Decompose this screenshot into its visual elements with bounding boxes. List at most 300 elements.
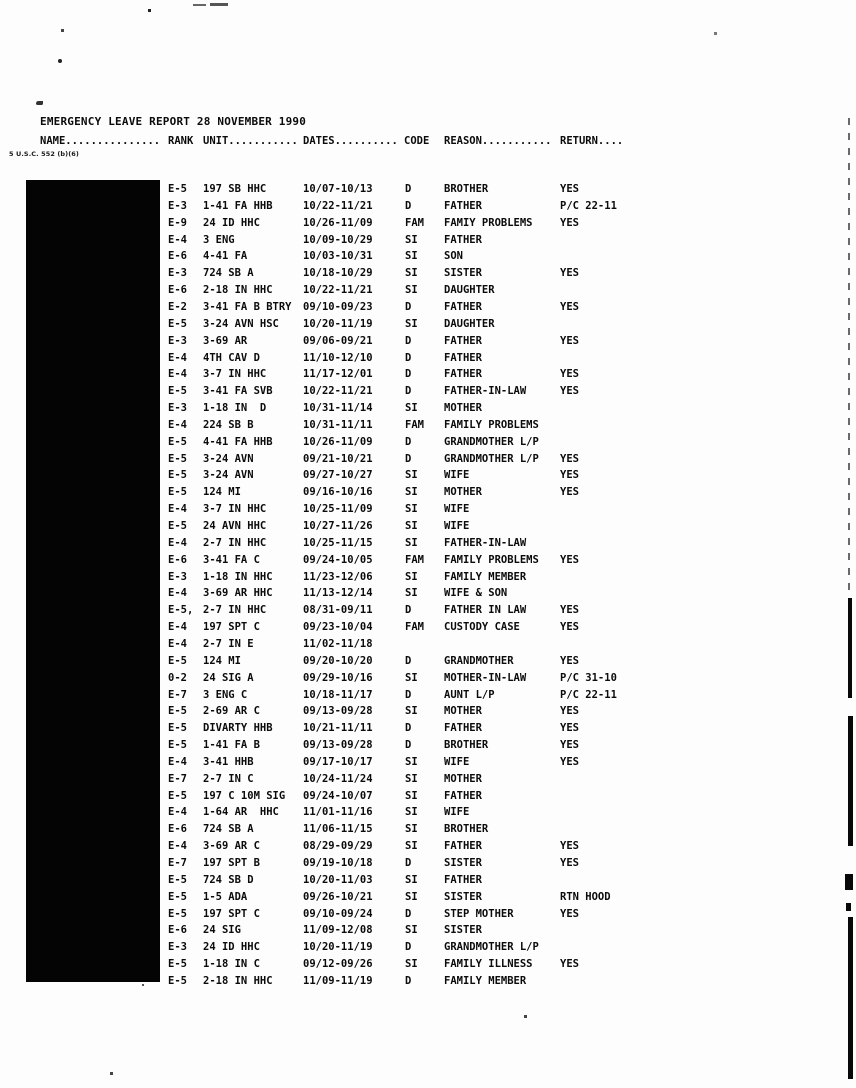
- rank-cell: E-5: [168, 317, 187, 330]
- dates-cell: 09/12-09/26: [303, 958, 373, 971]
- dates-cell: 10/27-11/26: [303, 520, 373, 532]
- code-cell: D: [405, 907, 412, 920]
- reason-cell: FATHER: [444, 368, 482, 381]
- reason-cell: SISTER: [444, 924, 482, 937]
- reason-cell: MOTHER-IN-LAW: [444, 671, 527, 684]
- dates-cell: 10/20-11/03: [303, 873, 373, 886]
- report-title: EMERGENCY LEAVE REPORT 28 NOVEMBER 1990: [40, 115, 307, 128]
- unit-cell: 2-69 AR C: [203, 705, 260, 718]
- unit-cell: 3-41 HHB: [203, 755, 254, 768]
- reason-cell: FATHER: [444, 789, 482, 802]
- code-cell: SI: [405, 823, 418, 836]
- dates-cell: 11/01-11/16: [303, 806, 373, 819]
- code-cell: D: [405, 351, 412, 364]
- code-cell: SI: [405, 705, 418, 718]
- dates-cell: 11/23-12/06: [303, 570, 373, 583]
- unit-cell: 4-41 FA: [203, 250, 248, 263]
- code-cell: D: [405, 722, 412, 735]
- code-cell: D: [405, 199, 412, 212]
- unit-cell: 3 ENG C: [203, 688, 248, 701]
- rank-cell: 0-2: [168, 671, 187, 684]
- scan-artifact-dash: [210, 3, 228, 6]
- dates-cell: 09/17-10/17: [303, 755, 373, 768]
- reason-cell: FATHER: [444, 351, 482, 364]
- table-row: [0, 806, 856, 823]
- unit-cell: 124 MI: [203, 654, 241, 667]
- table-row: [0, 621, 856, 638]
- code-cell: SI: [405, 317, 418, 330]
- reason-cell: SISTER: [444, 857, 482, 869]
- column-header-name: NAME...............: [40, 135, 161, 147]
- reason-cell: WIFE: [444, 755, 470, 768]
- reason-cell: FAMILY PROBLEMS: [444, 418, 539, 431]
- unit-cell: 3-69 AR C: [203, 840, 260, 853]
- code-cell: D: [405, 300, 412, 313]
- unit-cell: 2-18 IN HHC: [203, 974, 273, 987]
- reason-cell: WIFE: [444, 806, 470, 819]
- code-cell: SI: [405, 890, 418, 903]
- return-cell: YES: [560, 469, 579, 482]
- return-cell: YES: [560, 840, 579, 853]
- rank-cell: E-6: [168, 553, 187, 566]
- table-row: [0, 823, 856, 840]
- unit-cell: 3-69 AR HHC: [203, 587, 273, 600]
- rank-cell: E-4: [168, 840, 187, 853]
- rank-cell: E-5: [168, 520, 187, 532]
- reason-cell: FATHER IN LAW: [444, 604, 527, 617]
- dates-cell: 10/18-10/29: [303, 267, 373, 280]
- reason-cell: SISTER: [444, 890, 482, 903]
- return-cell: RTN HOOD: [560, 890, 611, 903]
- rank-cell: E-5: [168, 435, 187, 448]
- unit-cell: 197 SPT B: [203, 857, 260, 869]
- table-row: [0, 891, 856, 908]
- dates-cell: 10/25-11/09: [303, 503, 373, 516]
- column-header-unit: UNIT...........: [203, 135, 298, 147]
- table-row: [0, 520, 856, 537]
- rank-cell: E-5: [168, 873, 187, 886]
- reason-cell: GRANDMOTHER L/P: [444, 435, 539, 448]
- dates-cell: 10/07-10/13: [303, 183, 373, 195]
- table-row: [0, 857, 856, 874]
- reason-cell: FAMILY ILLNESS: [444, 958, 533, 971]
- table-row: [0, 385, 856, 402]
- dates-cell: 09/06-09/21: [303, 334, 373, 347]
- table-row: [0, 503, 856, 520]
- table-row: [0, 773, 856, 790]
- table-row: [0, 739, 856, 756]
- code-cell: D: [405, 739, 412, 752]
- dates-cell: 11/09-12/08: [303, 924, 373, 937]
- rank-cell: E-3: [168, 941, 187, 954]
- table-row: [0, 587, 856, 604]
- reason-cell: CUSTODY CASE: [444, 621, 520, 634]
- reason-cell: WIFE: [444, 469, 470, 482]
- reason-cell: BROTHER: [444, 739, 489, 752]
- column-header-reason: REASON...........: [444, 135, 552, 147]
- table-row: [0, 790, 856, 807]
- return-cell: YES: [560, 334, 579, 347]
- rank-cell: E-5: [168, 789, 187, 802]
- unit-cell: 1-18 IN C: [203, 958, 260, 971]
- rank-cell: E-4: [168, 621, 187, 634]
- rank-cell: E-4: [168, 418, 187, 431]
- reason-cell: MOTHER: [444, 486, 482, 499]
- code-cell: SI: [405, 772, 418, 785]
- table-row: [0, 958, 856, 975]
- unit-cell: 1-41 FA B: [203, 739, 260, 752]
- table-row: [0, 722, 856, 739]
- return-cell: YES: [560, 621, 579, 634]
- column-header-code: CODE: [404, 135, 430, 147]
- unit-cell: DIVARTY HHB: [203, 722, 273, 735]
- return-cell: YES: [560, 300, 579, 313]
- unit-cell: 3-24 AVN: [203, 452, 254, 465]
- unit-cell: 2-7 IN HHC: [203, 536, 267, 549]
- dates-cell: 09/23-10/04: [303, 621, 373, 634]
- rank-cell: E-5: [168, 958, 187, 971]
- table-row: [0, 941, 856, 958]
- reason-cell: DAUGHTER: [444, 284, 495, 297]
- rank-cell: E-5: [168, 739, 187, 752]
- unit-cell: 3-24 AVN HSC: [203, 317, 279, 330]
- code-cell: D: [405, 183, 412, 195]
- code-cell: SI: [405, 402, 418, 415]
- rank-cell: E-5: [168, 974, 187, 987]
- rank-cell: E-3: [168, 402, 187, 415]
- reason-cell: FATHER-IN-LAW: [444, 385, 527, 398]
- scan-artifact-dot: [58, 59, 62, 63]
- reason-cell: SISTER: [444, 267, 482, 280]
- unit-cell: 3 ENG: [203, 233, 235, 246]
- dates-cell: 11/13-12/14: [303, 587, 373, 600]
- unit-cell: 3-7 IN HHC: [203, 503, 267, 516]
- reason-cell: DAUGHTER: [444, 317, 495, 330]
- table-row: [0, 267, 856, 284]
- unit-cell: 724 SB A: [203, 267, 254, 280]
- code-cell: D: [405, 688, 412, 701]
- rank-cell: E-4: [168, 755, 187, 768]
- reason-cell: FATHER: [444, 840, 482, 853]
- code-cell: SI: [405, 503, 418, 516]
- reason-cell: MOTHER: [444, 402, 482, 415]
- rank-cell: E-3: [168, 570, 187, 583]
- return-cell: YES: [560, 553, 579, 566]
- dates-cell: 09/16-10/16: [303, 486, 373, 499]
- table-row: [0, 469, 856, 486]
- dates-cell: 09/19-10/18: [303, 857, 373, 869]
- unit-cell: 1-41 FA HHB: [203, 199, 273, 212]
- table-row: [0, 335, 856, 352]
- rank-cell: E-5: [168, 722, 187, 735]
- reason-cell: AUNT L/P: [444, 688, 495, 701]
- code-cell: SI: [405, 671, 418, 684]
- unit-cell: 2-7 IN HHC: [203, 604, 267, 617]
- unit-cell: 4-41 FA HHB: [203, 435, 273, 448]
- unit-cell: 2-18 IN HHC: [203, 284, 273, 297]
- rank-cell: E-5,: [168, 604, 194, 617]
- rank-cell: E-3: [168, 199, 187, 212]
- dates-cell: 09/27-10/27: [303, 469, 373, 482]
- return-cell: P/C 31-10: [560, 671, 617, 684]
- dates-cell: 10/20-11/19: [303, 317, 373, 330]
- rank-cell: E-9: [168, 216, 187, 229]
- unit-cell: 197 SPT C: [203, 907, 260, 920]
- code-cell: FAM: [405, 216, 424, 229]
- dates-cell: 10/25-11/15: [303, 536, 373, 549]
- unit-cell: 24 SIG A: [203, 671, 254, 684]
- table-row: [0, 689, 856, 706]
- return-cell: YES: [560, 216, 579, 229]
- dates-cell: 10/24-11/24: [303, 772, 373, 785]
- rank-cell: E-6: [168, 284, 187, 297]
- return-cell: YES: [560, 385, 579, 398]
- return-cell: YES: [560, 755, 579, 768]
- code-cell: SI: [405, 250, 418, 263]
- rank-cell: E-5: [168, 385, 187, 398]
- table-row: [0, 318, 856, 335]
- rank-cell: E-5: [168, 486, 187, 499]
- reason-cell: WIFE: [444, 520, 470, 532]
- return-cell: P/C 22-11: [560, 199, 617, 212]
- table-row: [0, 655, 856, 672]
- rank-cell: E-4: [168, 587, 187, 600]
- return-cell: YES: [560, 705, 579, 718]
- table-row: [0, 436, 856, 453]
- code-cell: D: [405, 334, 412, 347]
- return-cell: YES: [560, 958, 579, 971]
- reason-cell: WIFE: [444, 503, 470, 516]
- return-cell: YES: [560, 739, 579, 752]
- code-cell: D: [405, 604, 412, 617]
- dates-cell: 09/29-10/16: [303, 671, 373, 684]
- dates-cell: 11/06-11/15: [303, 823, 373, 836]
- table-row: [0, 638, 856, 655]
- reason-cell: FATHER: [444, 873, 482, 886]
- reason-cell: FATHER: [444, 233, 482, 246]
- code-cell: SI: [405, 755, 418, 768]
- unit-cell: 724 SB D: [203, 873, 254, 886]
- unit-cell: 197 SB HHC: [203, 183, 267, 195]
- dates-cell: 10/22-11/21: [303, 284, 373, 297]
- unit-cell: 3-7 IN HHC: [203, 368, 267, 381]
- code-cell: D: [405, 435, 412, 448]
- unit-cell: 24 AVN HHC: [203, 520, 267, 532]
- column-header-dates: DATES..........: [303, 135, 398, 147]
- table-row: [0, 537, 856, 554]
- rank-cell: E-4: [168, 536, 187, 549]
- code-cell: FAM: [405, 621, 424, 634]
- reason-cell: GRANDMOTHER L/P: [444, 452, 539, 465]
- reason-cell: GRANDMOTHER L/P: [444, 941, 539, 954]
- unit-cell: 3-41 FA B BTRY: [203, 300, 292, 313]
- dates-cell: 08/31-09/11: [303, 604, 373, 617]
- unit-cell: 3-41 FA C: [203, 553, 260, 566]
- rank-cell: E-4: [168, 351, 187, 364]
- code-cell: SI: [405, 958, 418, 971]
- table-row: [0, 554, 856, 571]
- rank-cell: E-3: [168, 334, 187, 347]
- rank-cell: E-5: [168, 907, 187, 920]
- rank-cell: E-6: [168, 250, 187, 263]
- code-cell: D: [405, 654, 412, 667]
- return-cell: P/C 22-11: [560, 688, 617, 701]
- reason-cell: FAMILY MEMBER: [444, 974, 527, 987]
- return-cell: YES: [560, 183, 579, 195]
- dates-cell: 08/29-09/29: [303, 840, 373, 853]
- reason-cell: FATHER: [444, 300, 482, 313]
- dates-cell: 09/13-09/28: [303, 705, 373, 718]
- code-cell: SI: [405, 570, 418, 583]
- scan-artifact-dot: [110, 1072, 113, 1075]
- rank-cell: E-2: [168, 300, 187, 313]
- reason-cell: WIFE & SON: [444, 587, 508, 600]
- code-cell: D: [405, 368, 412, 381]
- reason-cell: FATHER: [444, 722, 482, 735]
- reason-cell: BROTHER: [444, 183, 489, 195]
- code-cell: SI: [405, 873, 418, 886]
- return-cell: YES: [560, 267, 579, 280]
- code-cell: SI: [405, 486, 418, 499]
- rank-cell: E-6: [168, 823, 187, 836]
- reason-cell: SON: [444, 250, 463, 263]
- table-row: [0, 756, 856, 773]
- code-cell: D: [405, 452, 412, 465]
- return-cell: YES: [560, 486, 579, 499]
- dates-cell: 09/20-10/20: [303, 654, 373, 667]
- table-row: [0, 234, 856, 251]
- rank-cell: E-6: [168, 924, 187, 937]
- table-row: [0, 672, 856, 689]
- dates-cell: 10/21-11/11: [303, 722, 373, 735]
- table-row: [0, 924, 856, 941]
- table-row: [0, 705, 856, 722]
- dates-cell: 11/02-11/18: [303, 637, 373, 650]
- dates-cell: 09/26-10/21: [303, 890, 373, 903]
- scan-artifact-dot: [61, 29, 64, 32]
- return-cell: YES: [560, 722, 579, 735]
- dates-cell: 09/21-10/21: [303, 452, 373, 465]
- unit-cell: 197 SPT C: [203, 621, 260, 634]
- code-cell: SI: [405, 536, 418, 549]
- dates-cell: 10/09-10/29: [303, 233, 373, 246]
- scan-artifact-mark: [36, 101, 43, 105]
- unit-cell: 24 ID HHC: [203, 216, 260, 229]
- scan-artifact-dot: [524, 1015, 527, 1018]
- code-cell: D: [405, 974, 412, 987]
- dates-cell: 09/24-10/07: [303, 789, 373, 802]
- reason-cell: GRANDMOTHER: [444, 654, 514, 667]
- rank-cell: E-4: [168, 233, 187, 246]
- code-cell: SI: [405, 267, 418, 280]
- table-row: [0, 571, 856, 588]
- dates-cell: 10/03-10/31: [303, 250, 373, 263]
- code-cell: SI: [405, 587, 418, 600]
- code-cell: SI: [405, 520, 418, 532]
- code-cell: FAM: [405, 418, 424, 431]
- table-row: [0, 250, 856, 267]
- dates-cell: 10/26-11/09: [303, 216, 373, 229]
- table-row: [0, 908, 856, 925]
- dates-cell: 11/09-11/19: [303, 974, 373, 987]
- return-cell: YES: [560, 857, 579, 869]
- rank-cell: E-3: [168, 267, 187, 280]
- scan-artifact-dash: [193, 4, 206, 6]
- unit-cell: 24 SIG: [203, 924, 241, 937]
- table-row: [0, 402, 856, 419]
- column-header-return: RETURN....: [560, 135, 624, 147]
- rank-cell: E-7: [168, 688, 187, 701]
- table-row: [0, 453, 856, 470]
- unit-cell: 224 SB B: [203, 418, 254, 431]
- rank-cell: E-7: [168, 857, 187, 869]
- table-row: [0, 486, 856, 503]
- foia-exemption-note: 5 U.S.C. 552 (b)(6): [9, 150, 79, 158]
- unit-cell: 4TH CAV D: [203, 351, 260, 364]
- code-cell: SI: [405, 806, 418, 819]
- reason-cell: MOTHER: [444, 772, 482, 785]
- reason-cell: MOTHER: [444, 705, 482, 718]
- reason-cell: FAMIY PROBLEMS: [444, 216, 533, 229]
- table-row: [0, 874, 856, 891]
- dates-cell: 10/20-11/19: [303, 941, 373, 954]
- dates-cell: 10/22-11/21: [303, 385, 373, 398]
- dates-cell: 10/18-11/17: [303, 688, 373, 701]
- unit-cell: 3-24 AVN: [203, 469, 254, 482]
- table-row: [0, 301, 856, 318]
- dates-cell: 09/13-09/28: [303, 739, 373, 752]
- code-cell: D: [405, 385, 412, 398]
- dates-cell: 10/22-11/21: [303, 199, 373, 212]
- unit-cell: 3-41 FA SVB: [203, 385, 273, 398]
- dates-cell: 09/24-10/05: [303, 553, 373, 566]
- reason-cell: FATHER: [444, 334, 482, 347]
- rank-cell: E-5: [168, 654, 187, 667]
- scan-artifact-dot: [714, 32, 717, 35]
- reason-cell: FAMILY PROBLEMS: [444, 553, 539, 566]
- rank-cell: E-5: [168, 705, 187, 718]
- reason-cell: FAMILY MEMBER: [444, 570, 527, 583]
- table-row: [0, 200, 856, 217]
- dates-cell: 09/10-09/24: [303, 907, 373, 920]
- unit-cell: 1-18 IN HHC: [203, 570, 273, 583]
- table-row: [0, 368, 856, 385]
- code-cell: SI: [405, 924, 418, 937]
- code-cell: FAM: [405, 553, 424, 566]
- dates-cell: 11/10-12/10: [303, 351, 373, 364]
- unit-cell: 124 MI: [203, 486, 241, 499]
- code-cell: SI: [405, 233, 418, 246]
- unit-cell: 24 ID HHC: [203, 941, 260, 954]
- unit-cell: 3-69 AR: [203, 334, 248, 347]
- dates-cell: 10/31-11/14: [303, 402, 373, 415]
- unit-cell: 1-18 IN D: [203, 402, 267, 415]
- column-header-rank: RANK: [168, 135, 194, 147]
- table-row: [0, 419, 856, 436]
- reason-cell: BROTHER: [444, 823, 489, 836]
- unit-cell: 2-7 IN C: [203, 772, 254, 785]
- code-cell: SI: [405, 840, 418, 853]
- rank-cell: E-4: [168, 368, 187, 381]
- table-row: [0, 352, 856, 369]
- code-cell: SI: [405, 284, 418, 297]
- rank-cell: E-5: [168, 890, 187, 903]
- unit-cell: 1-5 ADA: [203, 890, 248, 903]
- rank-cell: E-4: [168, 637, 187, 650]
- table-row: [0, 284, 856, 301]
- code-cell: SI: [405, 789, 418, 802]
- unit-cell: 197 C 10M SIG: [203, 789, 286, 802]
